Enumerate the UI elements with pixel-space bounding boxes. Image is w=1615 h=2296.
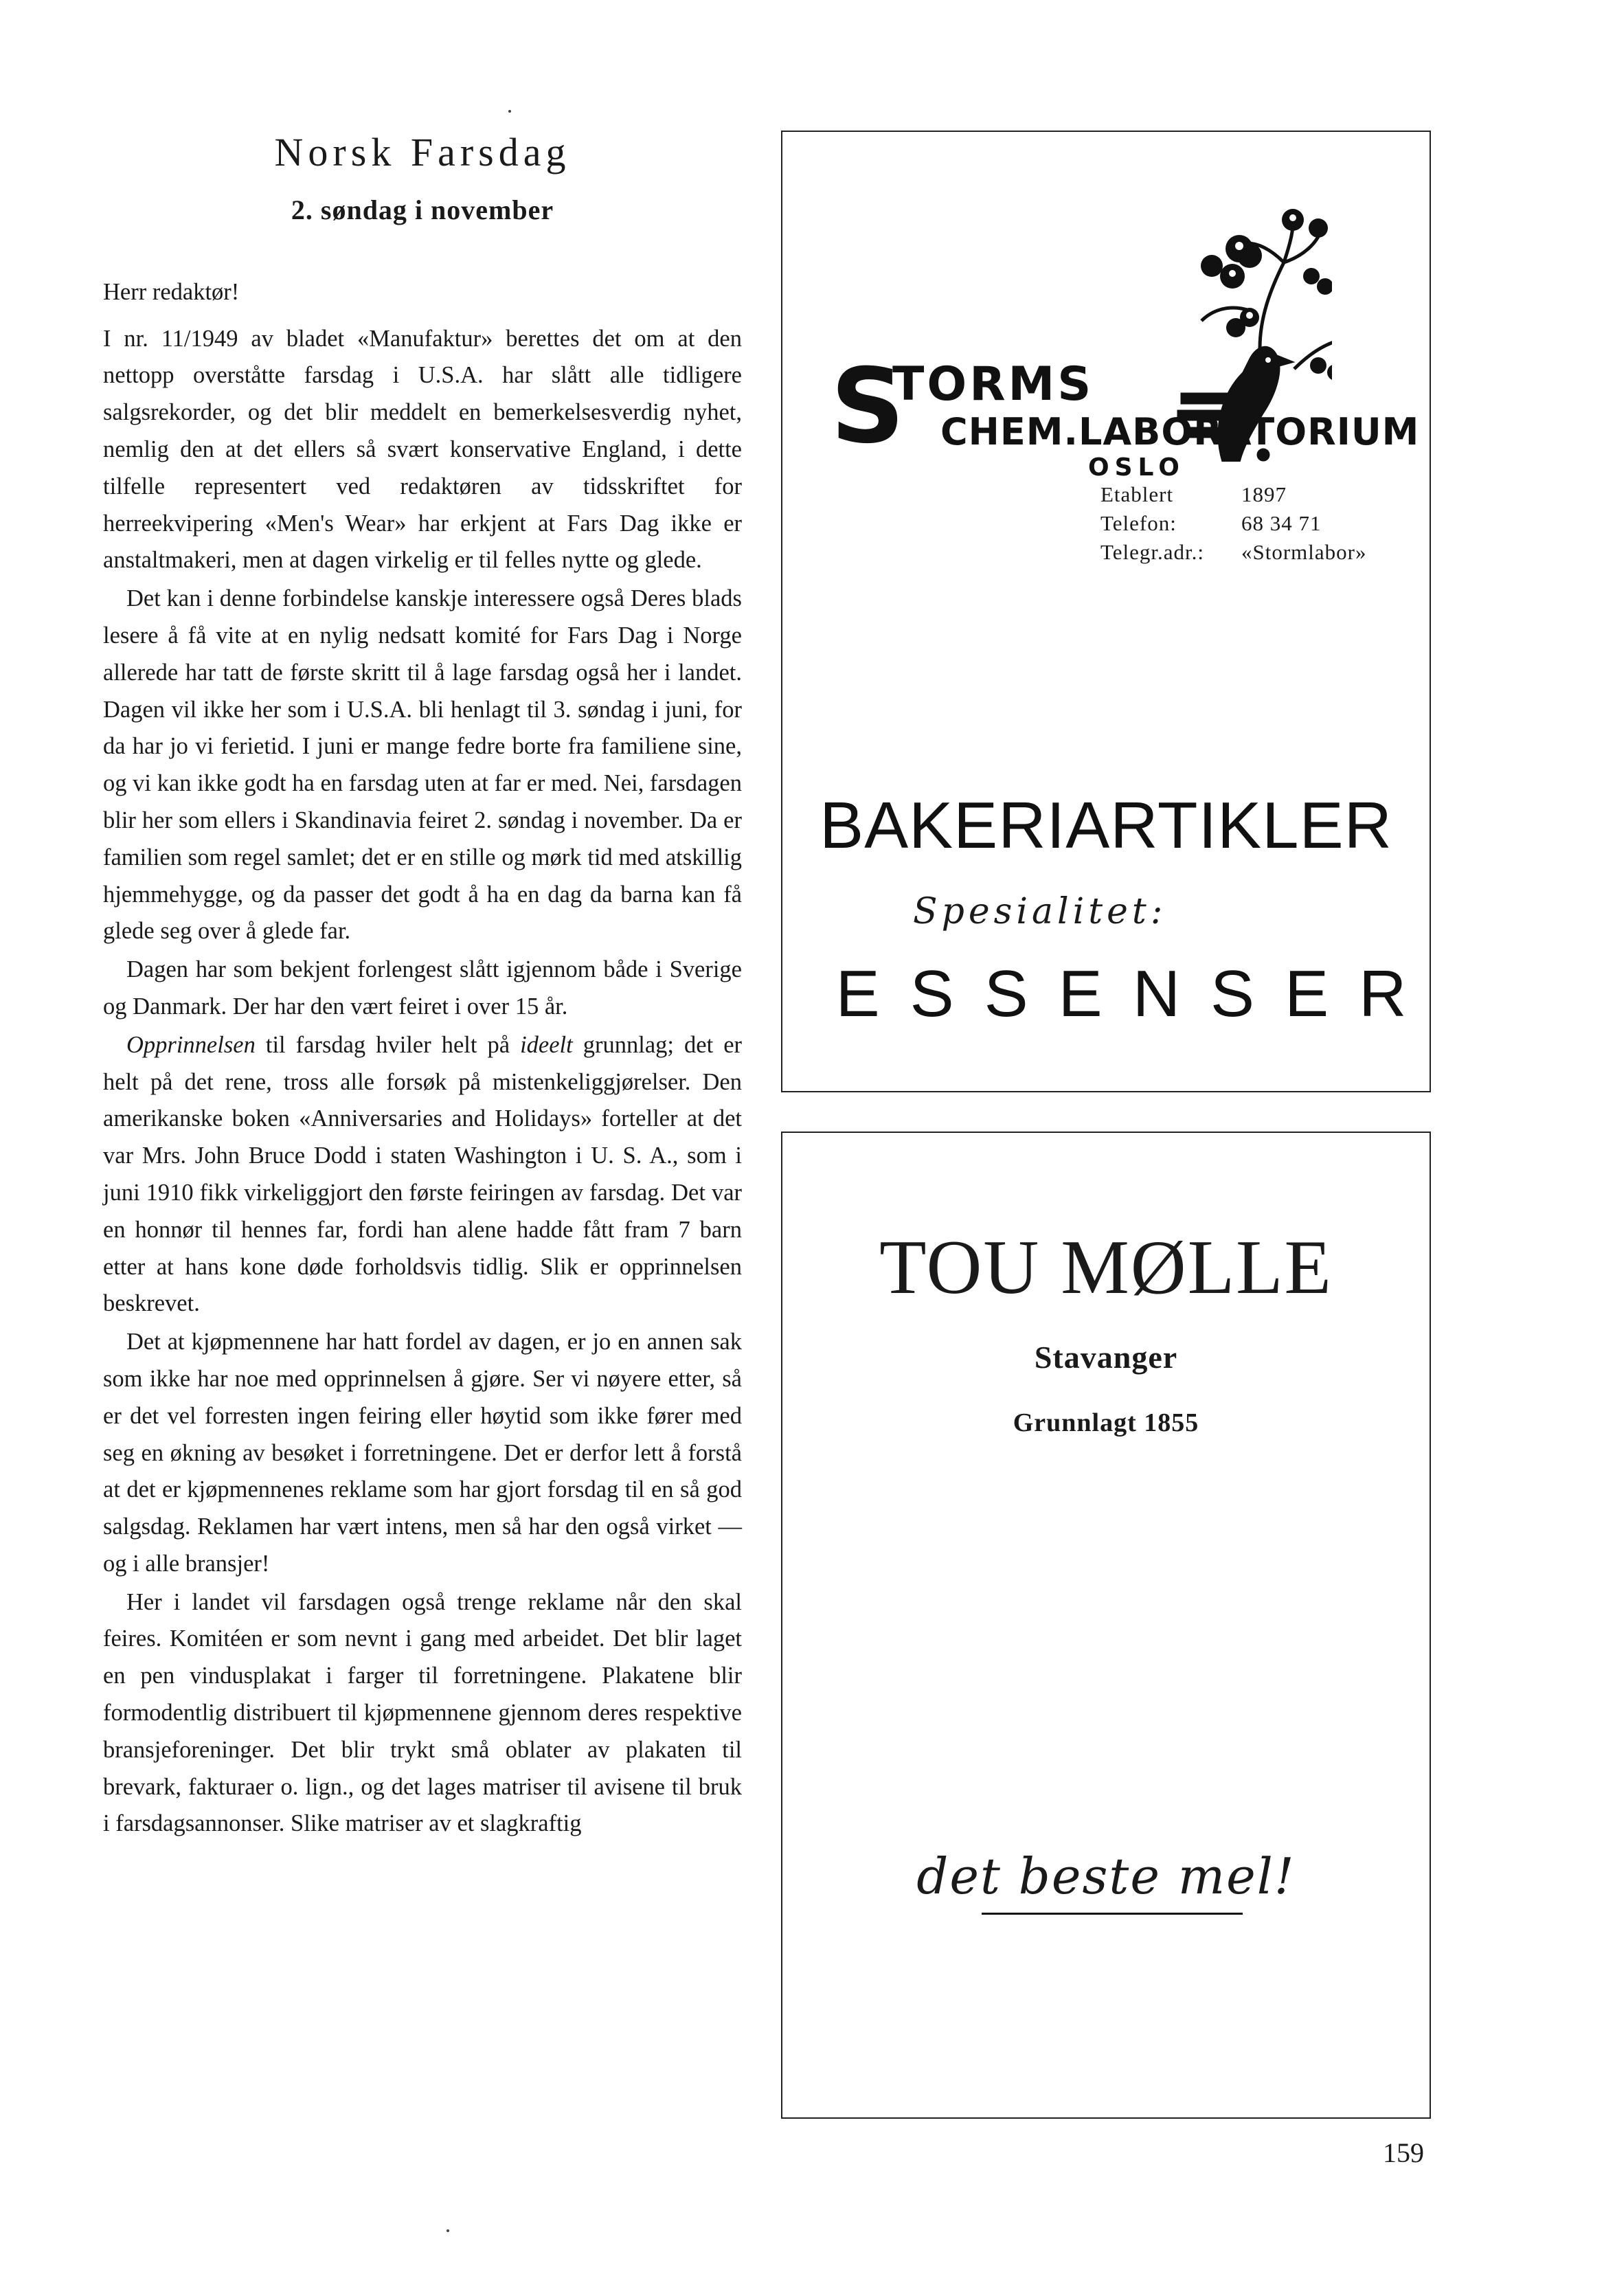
telephone-line: Telefon: 68 34 71 (1100, 511, 1322, 535)
storms-initial-s: S (831, 347, 905, 466)
paragraph-3: Dagen har som bekjent forlengest slått igjennom både i Sverige og Danmark. Der har den vært feiret i over 15 år. (103, 956, 742, 1020)
article-subtitle: 2. søndag i november (291, 194, 554, 225)
paragraph-4-text-b: grunnlag; det er helt på det rene, tross alle forsøk på mistenkeliggjørelser. Den amerikanske boken «Anniversaries and Holidays» forteller at det var Mrs. John Bruce Dodd i staten Washington i U. S. A., som i juni 1910 fikk virkeliggjort den første feiringen av farsdag. Det var en honnør til hennes far, fordi han alene hadde fått fram 7 barn etter at hans kone døde forholdsvis tidlig. Slik er opprinnelsen beskrevet. (103, 1031, 743, 1317)
salutation: Herr redaktør! (103, 278, 240, 305)
chem-laboratorium: CHEM.LABORATORIUM (940, 410, 1420, 453)
slogan-underline (982, 1913, 1243, 1915)
page-number: 159 (1383, 2137, 1424, 2168)
print-speck (447, 2229, 449, 2232)
article-body (103, 321, 742, 1843)
tou-molle-slogan: det beste mel! (916, 1847, 1296, 1905)
paragraph-4 (103, 1027, 742, 1323)
print-speck (508, 110, 511, 113)
tou-molle-title: TOU MØLLE (879, 1225, 1333, 1310)
storms-city: OSLO (1088, 453, 1185, 482)
paragraph-2: Det kan i denne forbindelse kanskje interessere også Deres blads lesere å få vite at en nylig nedsatt komité for Fars Dag i Norge allerede har tatt de første skritt til å lage farsdag også her i landet. Dagen vil ikke her som i U.S.A. bli henlagt til 3. søndag i juni, for da har jo vi ferietid. I juni er mange fedre borte fra familiene sine, og vi kan ikke godt ha en farsdag uten at far er med. Nei, farsdagen blir her som ellers i Skandinavia feiret 2. søndag i november. Da er familien som regel samlet; det er en stille og mørk tid med atskillig hjemmehygge, og da passer det godt å ha en dag da barna kan få glede seg over å glede far. (103, 585, 742, 945)
tou-molle-city: Stavanger (1034, 1340, 1178, 1375)
storms-name: TORMS (892, 357, 1094, 412)
italic-ideelt: ideelt (520, 1031, 573, 1058)
tou-molle-founded: Grunnlagt 1855 (1013, 1408, 1199, 1437)
storms-advertisement (781, 131, 1437, 1092)
article (103, 131, 742, 1843)
paragraph-1: I nr. 11/1949 av bladet «Manufaktur» berettes det om at den nettopp overståtte farsdag i U.S.A. har slått alle tidligere salgsrekorder, og det blir meddelt en bemerkelsesverdig nyhet, nemlig den at det ellers så svært konservative England, i dette tilfelle representert ved redaktøren av tidsskriftet for herreekvipering «Men's Wear» har erkjent at Fars Dag ikke er anstaltmakeri, men at dagen virkelig er til felles nytte og glede. (103, 325, 742, 574)
paragraph-4-text-a: til farsdag hviler helt på (255, 1031, 521, 1058)
paragraph-5: Det at kjøpmennene har hatt fordel av dagen, er jo en annen sak som ikke har noe med opprinnelsen å gjøre. Ser vi nøyere etter, så er det vel forresten ingen feiring eller høytid som ikke fører med seg en økning av besøket i forretningene. Det er derfor lett å forstå at det er kjøpmennenes reklame som har gjort forsdag til en så god salgsdag. Reklamen har vært intens, men så har den også virket — og i alle bransjer! (103, 1329, 742, 1577)
telegram-line: Telegr.adr.: «Stormlabor» (1100, 540, 1367, 564)
tou-molle-advertisement (781, 1132, 1431, 2119)
established-line: Etablert 1897 (1100, 482, 1287, 506)
storms-contact-info (1100, 480, 1367, 567)
paragraph-6: Her i landet vil farsdagen også trenge reklame når den skal feires. Komitéen er som nevnt i gang med arbeidet. Det blir laget en pen vindusplakat i farger til forretningene. Plakatene blir formodentlig distribuert til kjøpmennene gjennom deres respektive bransjeforeninger. Det blir trykt små oblater av plakaten til brevark, fakturaer o. lign., og det lages matriser til avisene til bruk i farsdagsannonser. Slike matriser av et slagkraftig (103, 1588, 742, 1837)
article-title: Norsk Farsdag (274, 130, 571, 175)
specialty-label: Spesialitet: (913, 891, 1167, 932)
product-essenser: ESSENSER (835, 957, 1437, 1031)
product-bakeriartikler: BAKERIARTIKLER (820, 789, 1392, 862)
italic-opprinnelsen: Opprinnelsen (126, 1031, 256, 1058)
